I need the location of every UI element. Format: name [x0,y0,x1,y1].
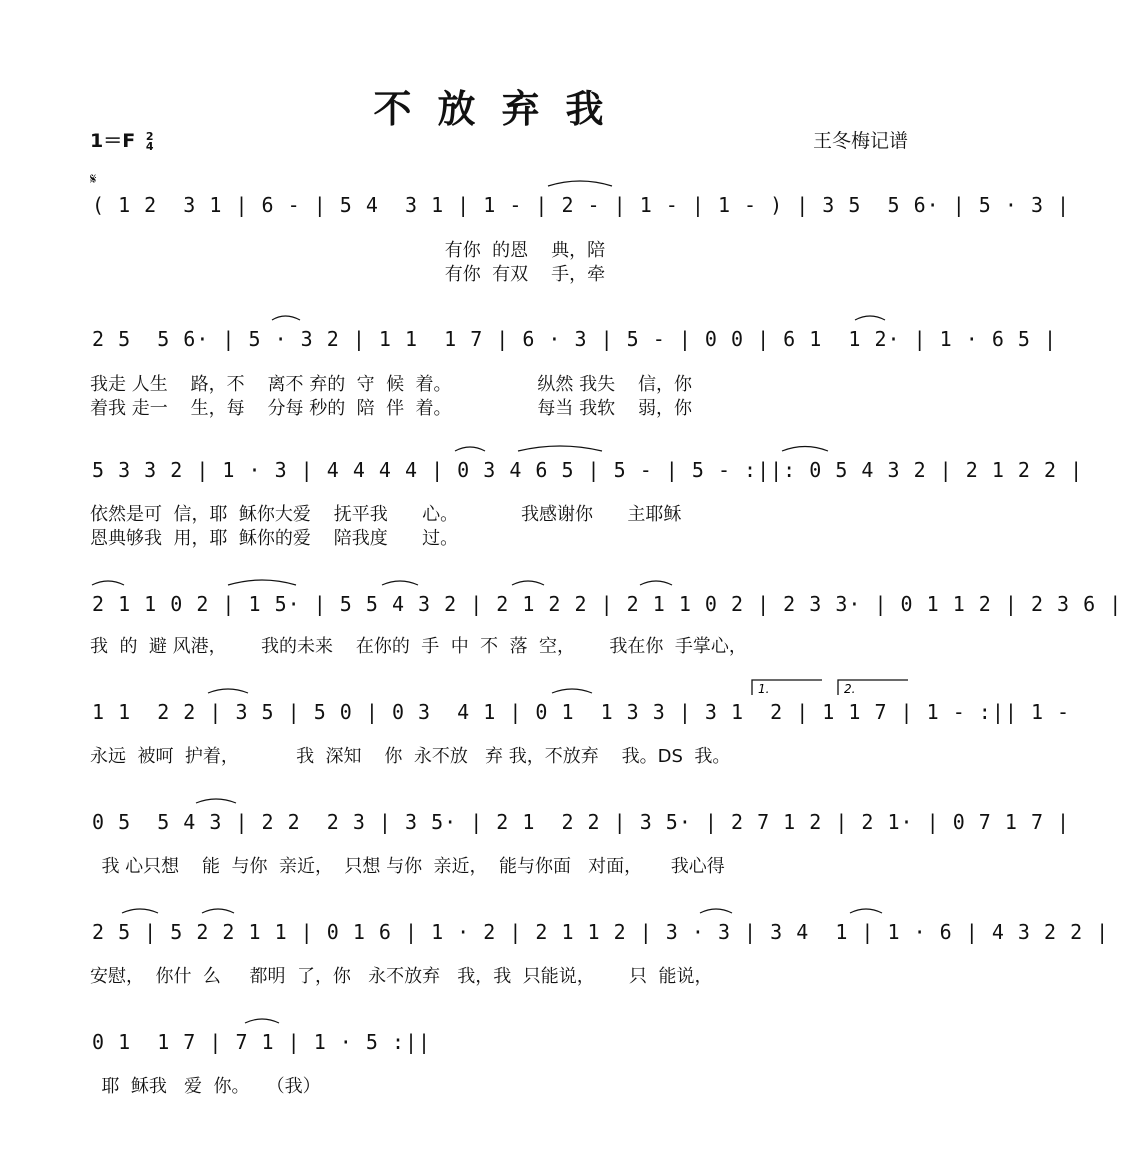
notation-line-3: 5 3 3 2 | 1 · 3 | 4 4 4 4 | 0 3 4 6 5 | 5 - | 5 - :||: 0 5 4 3 2 | 2 1 2 2 | [92,458,1084,482]
tie-arc [640,581,672,585]
author-credit: 王冬梅记谱 [812,130,908,152]
volta-label-2: 2. [844,682,856,696]
tie-arc [850,909,882,913]
notation-line-6: 0 5 5 4 3 | 2 2 2 3 | 3 5· | 2 1 2 2 | 3 5· | 2 7 1 2 | 2 1· | 0 7 1 7 | [92,810,1071,834]
notation-line-5: 1 1 2 2 | 3 5 | 5 0 | 0 3 4 1 | 0 1 1 3 3 | 3 1 2 | 1 1 7 | 1 - :|| 1 - [92,700,1071,724]
segno-icon: 𝄋 [90,170,97,188]
lyric-line-5a: 永远 被呵 护着， 我 深知 你 永不放 弃 我，不放弃 我。DS 我。 [90,746,731,767]
lyric-line-3a: 依然是可 信，耶 稣你大爱 抚平我 心。 我感谢你 主耶稣 [90,504,682,525]
tie-arc [552,689,592,693]
lyric-line-2b: 着我 走一 生，每 分每 秒的 陪 伴 着。 每当 我软 弱，你 [90,398,692,419]
notation-line-1: ( 1 2 3 1 | 6 - | 5 4 3 1 | 1 - | 2 - | 1 - | 1 - ) | 3 5 5 6· | 5 · 3 | [92,193,1071,217]
lyric-line-1a: 有你 的恩 典，陪 [90,240,606,261]
notation-line-7: 2 5 | 5 2 2 1 1 | 0 1 6 | 1 · 2 | 2 1 1 2 | 3 · 3 | 3 4 1 | 1 · 6 | 4 3 2 2 | [92,920,1110,944]
tie-arc [548,181,612,186]
tie-arc [228,580,296,585]
lyric-line-2a: 我走 人生 路，不 离不 弃的 守 候 着。 纵然 我失 信，你 [90,374,692,395]
tie-arc [512,581,544,585]
lyric-line-6a: 我 心只想 能 与你 亲近， 只想 与你 亲近， 能与你面 对面， 我心得 [90,856,725,877]
time-bottom: 4 [145,139,154,153]
volta-bracket-2 [838,680,908,696]
tie-arc [208,689,248,693]
tie-arc [382,581,418,585]
tie-arc [272,316,300,320]
lyric-line-4a: 我 的 避 风港， 我的未来 在你的 手 中 不 落 空， 我在你 手掌心， [90,636,747,657]
lyric-line-8a: 耶 稣我 爱 你。 （我） [90,1076,321,1097]
tie-arc [245,1019,279,1023]
key-label: 1＝F [90,130,136,152]
lyric-line-3b: 恩典够我 用，耶 稣你的爱 陪我度 过。 [90,528,459,549]
tie-arc [122,909,158,913]
notation-line-8: 0 1 1 7 | 7 1 | 1 · 5 :|| [92,1030,432,1054]
tie-arc [92,581,124,585]
time-top: 2 [145,129,154,143]
tie-arc [700,909,732,913]
tie-arc [855,316,885,320]
tie-arc [782,447,828,452]
tie-arc [518,446,602,451]
tie-arc [202,909,234,913]
tie-arc [455,447,485,451]
lyric-line-1b: 有你 有双 手，牵 [90,264,606,285]
notation-line-2: 2 5 5 6· | 5 · 3 2 | 1 1 1 7 | 6 · 3 | 5 - | 0 0 | 6 1 1 2· | 1 · 6 5 | [92,327,1058,351]
lyric-line-7a: 安慰， 你什 么 都明 了，你 永不放弃 我，我 只能说， 只 能说， [90,966,713,987]
volta-bracket-1 [752,680,822,696]
tie-arc [196,799,236,803]
song-title: 不放弃我 [373,86,630,131]
notation-line-4: 2 1 1 0 2 | 1 5· | 5 5 4 3 2 | 2 1 2 2 | 2 1 1 0 2 | 2 3 3· | 0 1 1 2 | 2 3 6 | [92,592,1122,616]
volta-label-1: 1. [758,682,770,696]
